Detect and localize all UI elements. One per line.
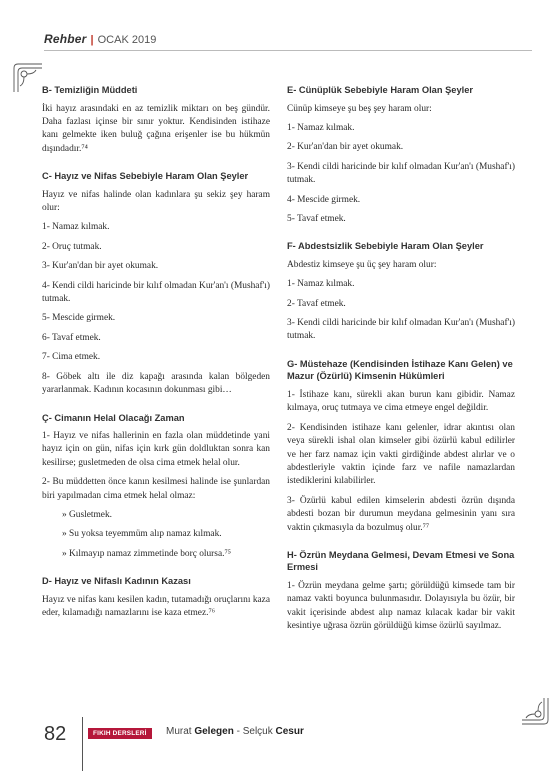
paragraph: Cünüp kimseye şu beş şey haram olur: (287, 103, 432, 114)
section-c (42, 170, 270, 397)
issue-date: OCAK 2019 (97, 34, 157, 46)
paragraph: Hayız ve nifas kanı kesilen kadın, tutamadığı oruçlarını kaza eder, kılamadığı namazlarını ise kaza etmez.⁷⁶ (42, 594, 270, 619)
author-line (166, 726, 304, 737)
page-footer (44, 723, 524, 745)
list-item: 8- Göbek altı ile diz kapağı arasında kalan bölgeden yararlanmak. Kadının kocasının dokunması gibi… (42, 371, 270, 396)
list-item: 7- Cima etmek. (42, 352, 101, 363)
list-item: 6- Tavaf etmek. (42, 332, 101, 343)
section-heading: E- Cünüplük Sebebiyle Haram Olan Şeyler (287, 85, 473, 95)
section-d (42, 575, 270, 620)
section-heading: G- Müstehaze (Kendisinden İstihaze Kanı Gelen) ve Mazur (Özürlü) Kimsenin Hükümleri (287, 358, 513, 382)
paragraph: 1- İstihaze kanı, sürekli akan burun kanı gibidir. Namaz kılmaya, oruç tutmaya ve cima etmeye engel değildir. (287, 389, 515, 414)
section-heading: D- Hayız ve Nifaslı Kadının Kazası (42, 576, 191, 587)
section-heading: H- Özrün Meydana Gelmesi, Devam Etmesi ve Sona Ermesi (287, 549, 515, 573)
section-e (287, 84, 515, 226)
header-rule (44, 50, 532, 51)
section-tag: FIKIH DERSLERİ (88, 728, 152, 739)
section-heading: C- Hayız ve Nifas Sebebiyle Haram Olan Şeyler (42, 171, 249, 182)
paragraph: 1- Hayız ve nifas hallerinin en fazla olan müddetinde yani hayız için on gün, nifas için kırk gün doldluktan sonra kan kesilirse; gusletmeden de olsa cima etmek helal olur. (42, 431, 270, 468)
paragraph: 2- Kendisinden istihaze kanı gelenler, idrar akıntısı olan veya sürekli ishal olan kimseler gibi özürlü kabul edilirler ve her farz namaz için vakti girdiğinde abdest alırlar ve o abdestleriyle vaktin içinde farz ve nafile namazlardan istediklerini kılabilirler. (287, 422, 515, 487)
page-header (44, 32, 156, 46)
list-item: 4- Kendi cildi haricinde bir kılıf olmadan Kur'an'ı (Mushaf'ı) tutmak. (42, 280, 270, 305)
paragraph: 2- Bu müddetten önce kanın kesilmesi halinde ise şunlardan biri yapılmadan cima etmek helal olmaz: (42, 477, 270, 501)
author-dash: - (236, 726, 240, 737)
footer-divider (82, 717, 83, 771)
list-item: 2- Kur'an'dan bir ayet okumak. (287, 142, 404, 153)
section-g (287, 358, 515, 535)
list-item: 1- Namaz kılmak. (287, 279, 355, 290)
list-item: 3- Kendi cildi haricinde bir kılıf olmadan Kur'an'ı (Mushaf'ı) tutmak. (287, 161, 515, 186)
section-heading: Ç- Cimanın Helal Olacağı Zaman (42, 412, 185, 423)
list-item: 2- Oruç tutmak. (42, 241, 102, 252)
section-heading: B- Temizliğin Müddeti (42, 85, 138, 95)
paragraph: 1- Özrün meydana gelme şartı; görüldüğü kimsede tam bir namaz vakti boyunca bulunmasıdır. Dolayısıyla bu özür, bir vakit içerisinde abdest alıp namaz kılacak kadar bir vakit kesintiye uğrasa özrün görüldüğü kimse özürlü sayılmaz. (287, 580, 515, 632)
right-column (287, 84, 515, 648)
magazine-logo: Rehber (44, 32, 87, 46)
list-item: 4- Mescide girmek. (287, 194, 361, 205)
author-first-name: Murat (166, 726, 192, 737)
corner-ornament-icon (12, 62, 44, 94)
section-heading: F- Abdestsizlik Sebebiyle Haram Olan Şeyler (287, 241, 484, 252)
list-item: 1- Namaz kılmak. (287, 122, 355, 133)
section-f (287, 240, 515, 344)
paragraph: 3- Özürlü kabul edilen kimselerin abdesti özrün dışında abdesti bozan bir durumun meydana gelmesinin yanı sıra vaktin çıkmasıyla da bozulmuş olur.⁷⁷ (287, 495, 515, 533)
sub-list-item: » Gusletmek. (62, 510, 112, 521)
sub-list-item: » Su yoksa teyemmüm alıp namaz kılmak. (62, 529, 222, 540)
list-item: 5- Mescide girmek. (42, 313, 116, 324)
author-last-name: Cesur (275, 726, 304, 737)
section-b (42, 84, 270, 156)
author-last-name: Gelegen (194, 726, 234, 737)
list-item: 3- Kendi cildi haricinde bir kılıf olmadan Kur'an'ı (Mushaf'ı) tutmak. (287, 318, 515, 342)
list-item: 2- Tavaf etmek. (287, 298, 346, 309)
paragraph: İki hayız arasındaki en az temizlik miktarı on beş gündür. Daha fazlası içinse bir sınır yoktur. Kendisinden istihaze kanı gelmekte iken buluğ çağına erişenler ise bu hükmün dışındadır.⁷⁴ (42, 103, 270, 154)
page-number: 82 (44, 723, 67, 745)
left-column (42, 84, 270, 635)
header-separator: | (90, 34, 94, 46)
paragraph: Hayız ve nifas halinde olan kadınlara şu sekiz şey haram olur: (42, 189, 270, 214)
list-item: 5- Tavaf etmek. (287, 213, 346, 224)
author-first-name: Selçuk (242, 726, 273, 737)
list-item: 3- Kur'an'dan bir ayet okumak. (42, 261, 159, 272)
list-item: 1- Namaz kılmak. (42, 222, 110, 233)
sub-list-item: » Kılmayıp namaz zimmetinde borç olursa.⁷⁵ (62, 548, 231, 559)
corner-ornament-icon (520, 696, 550, 726)
paragraph: Abdestiz kimseye şu üç şey haram olur: (287, 259, 437, 270)
section-cc (42, 412, 270, 562)
section-h (287, 549, 515, 634)
